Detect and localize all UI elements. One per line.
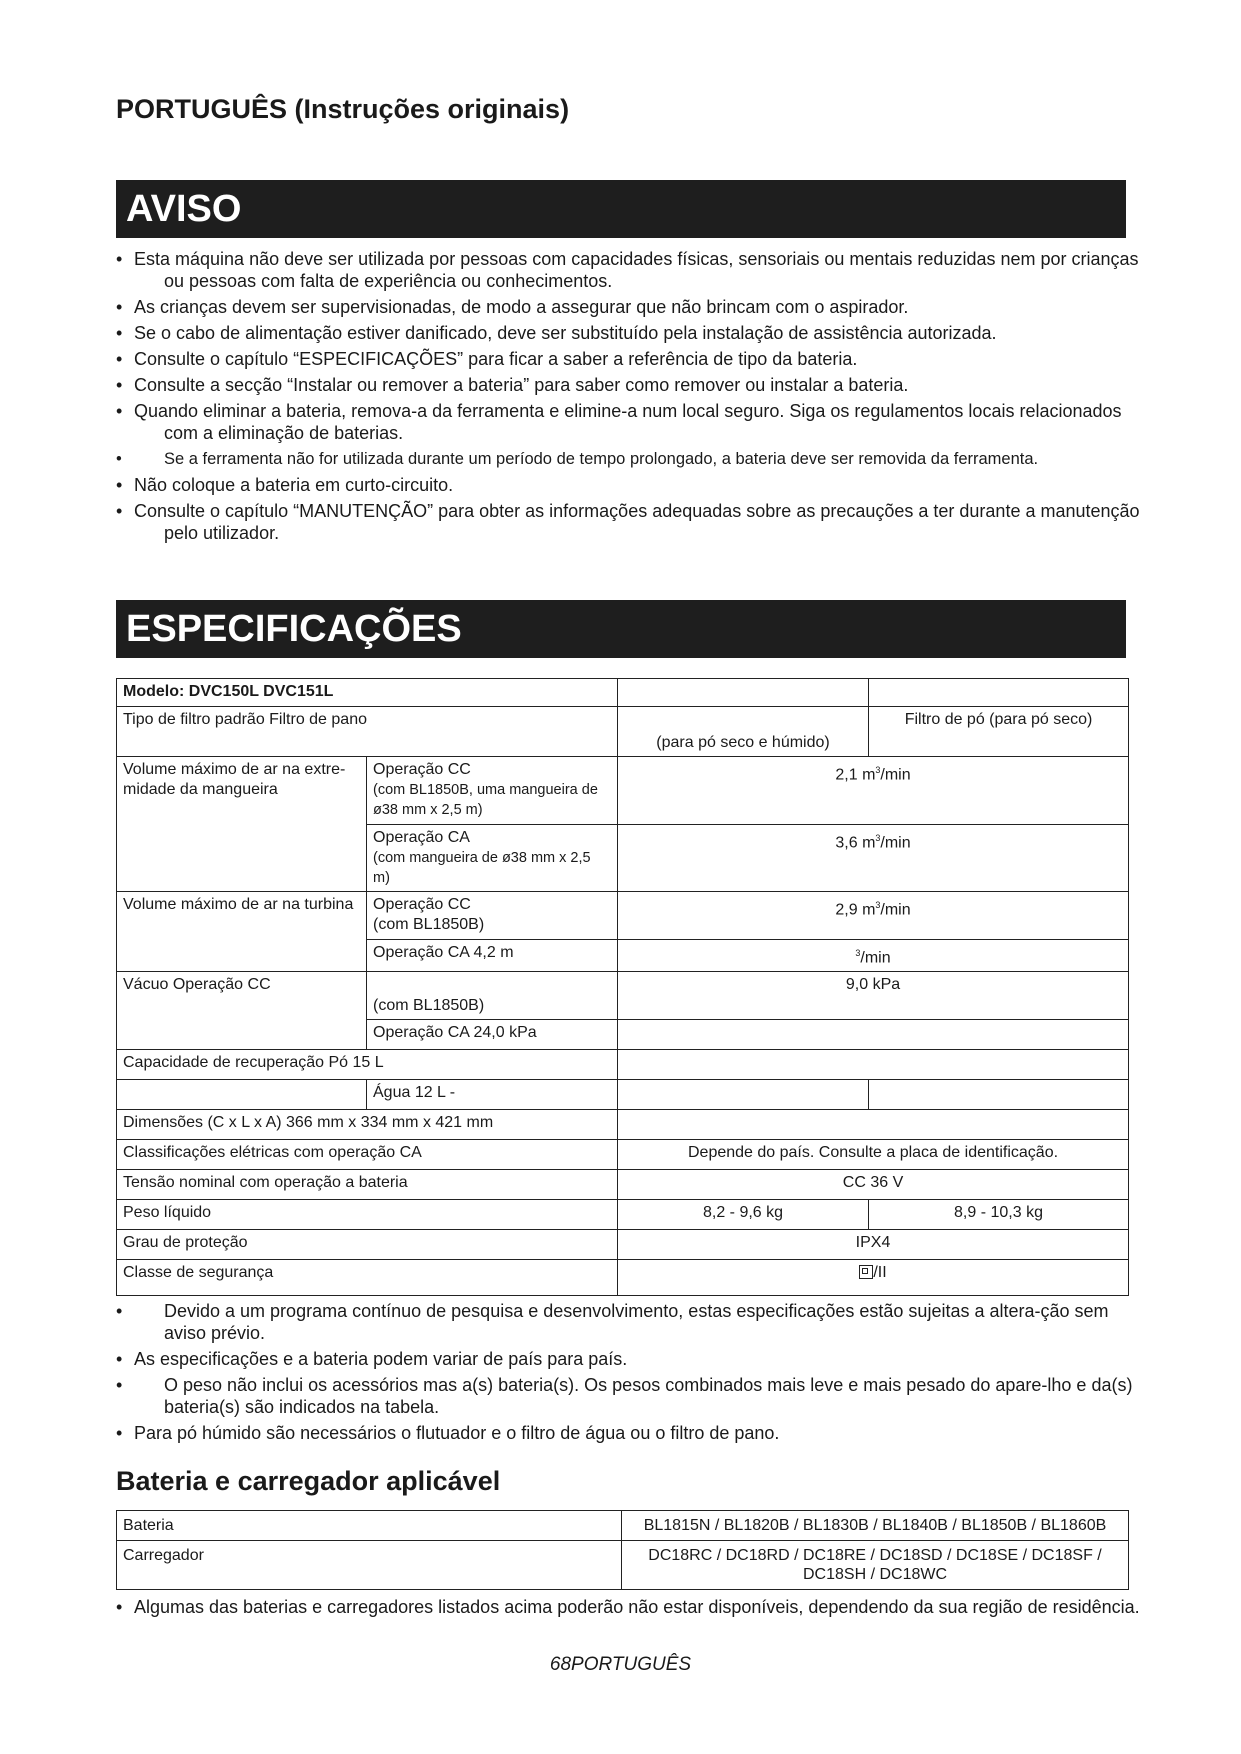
- aviso-item: • Se a ferramenta não for utilizada durante um período de tempo prolongado, a bateria deve ser removida da ferramenta.: [116, 448, 1146, 470]
- rating-value: Depende do país. Consulte a placa de identificação.: [618, 1140, 1129, 1170]
- unit-sup: 3: [855, 948, 861, 958]
- empty-cell: [618, 679, 869, 707]
- weight-label: Peso líquido: [117, 1200, 618, 1230]
- hose-cc-value-cell: [618, 757, 1129, 825]
- charger-value: DC18RC / DC18RD / DC18RE / DC18SD / DC18SE / DC18SF / DC18SH / DC18WC: [622, 1541, 1129, 1590]
- battery-notes: [116, 1596, 1146, 1622]
- capacity-label: Capacidade de recuperação Pó 15 L: [117, 1050, 618, 1080]
- unit-min: /min: [880, 766, 911, 784]
- unit-min: /min: [880, 901, 911, 919]
- aviso-item: • Consulte o capítulo “MANUTENÇÃO” para obter as informações adequadas sobre as precauções a ter durante a manutenção pelo utilizador.: [116, 500, 1146, 544]
- vacuum-ca: Operação CA 24,0 kPa: [367, 1020, 618, 1050]
- unit-sup: 3: [875, 833, 881, 843]
- aviso-list: [116, 248, 1146, 548]
- spec-note: • O peso não inclui os acessórios mas a(s) bateria(s). Os pesos combinados mais leve e mais pesado do apare-lho e da(s) bateria(s) são indicados na tabela.: [116, 1374, 1146, 1418]
- turbine-cc-note: (com BL1850B): [373, 916, 485, 933]
- dimensions: Dimensões (C x L x A) 366 mm x 334 mm x 421 mm: [117, 1110, 618, 1140]
- protection-value: IPX4: [618, 1230, 1129, 1260]
- spec-table: [116, 678, 1129, 1296]
- turbine-label: Volume máximo de ar na turbina: [117, 892, 367, 972]
- filter-label: Tipo de filtro padrão Filtro de pano: [117, 707, 618, 757]
- aviso-item: • Esta máquina não deve ser utilizada por pessoas com capacidades físicas, sensoriais ou mentais reduzidas nem por crianças ou pessoas com falta de experiência ou conhecimentos.: [116, 248, 1146, 292]
- vacuum-value: 9,0 kPa: [618, 972, 1129, 1020]
- safety-value: /II: [873, 1264, 887, 1282]
- hose-ca-cell: [367, 825, 618, 892]
- class-ii-icon: [859, 1265, 873, 1279]
- safety-value-cell: [618, 1260, 1129, 1296]
- rating-label: Classificações elétricas com operação CA: [117, 1140, 618, 1170]
- hose-label: Volume máximo de ar na extre-midade da mangueira: [117, 757, 367, 892]
- unit-min: /min: [880, 834, 911, 852]
- weight-b: 8,9 - 10,3 kg: [869, 1200, 1129, 1230]
- hose-ca-note: (com mangueira de ø38 mm x 2,5 m): [373, 850, 591, 886]
- spec-note: • As especificações e a bateria podem variar de país para país.: [116, 1348, 1146, 1370]
- filter-mid: (para pó seco e húmido): [618, 707, 869, 757]
- aviso-item: • Consulte a secção “Instalar ou remover a bateria” para saber como remover ou instalar a bateria.: [116, 374, 1146, 396]
- turbine-cc-value: 2,9 m: [835, 901, 876, 919]
- empty-cell: [618, 1020, 1129, 1050]
- turbine-ca-value: /min: [860, 949, 891, 967]
- empty-cell: [869, 679, 1129, 707]
- hose-cc-value: 2,1 m: [835, 766, 876, 784]
- filter-right: Filtro de pó (para pó seco): [869, 707, 1129, 757]
- weight-a: 8,2 - 9,6 kg: [618, 1200, 869, 1230]
- aviso-heading: AVISO: [116, 180, 1126, 238]
- battery-value: BL1815N / BL1820B / BL1830B / BL1840B / BL1850B / BL1860B: [622, 1511, 1129, 1541]
- vacuum-label: Vácuo Operação CC: [117, 972, 367, 1050]
- hose-ca-value-cell: [618, 825, 1129, 892]
- safety-label: Classe de segurança: [117, 1260, 618, 1296]
- voltage-label: Tensão nominal com operação a bateria: [117, 1170, 618, 1200]
- hose-cc-note: (com BL1850B, uma mangueira de ø38 mm x 2,5 m): [373, 782, 598, 818]
- page-footer: 68PORTUGUÊS: [549, 1654, 692, 1675]
- battery-table: [116, 1510, 1129, 1590]
- turbine-ca: Operação CA 4,2 m: [367, 940, 618, 972]
- spec-notes: [116, 1300, 1146, 1448]
- empty-cell: [618, 1110, 1129, 1140]
- battery-heading: Bateria e carregador aplicável: [116, 1466, 501, 1496]
- specs-heading: ESPECIFICAÇÕES: [116, 600, 1126, 658]
- battery-label: Bateria: [117, 1511, 622, 1541]
- voltage-value: CC 36 V: [618, 1170, 1129, 1200]
- hose-cc: Operação CC: [373, 761, 471, 778]
- unit-sup: 3: [875, 900, 881, 910]
- spec-note: • Para pó húmido são necessários o flutuador e o filtro de água ou o filtro de pano.: [116, 1422, 1146, 1444]
- turbine-ca-value-cell: [618, 940, 1129, 972]
- turbine-cc: Operação CC: [373, 896, 471, 913]
- aviso-item: • As crianças devem ser supervisionadas, de modo a assegurar que não brincam com o aspirador.: [116, 296, 1146, 318]
- hose-ca-value: 3,6 m: [835, 834, 876, 852]
- model-cell: Modelo: DVC150L DVC151L: [117, 679, 618, 707]
- turbine-cc-cell: [367, 892, 618, 940]
- battery-note: • Algumas das baterias e carregadores listados acima poderão não estar disponíveis, dependendo da sua região de residência.: [116, 1596, 1146, 1618]
- aviso-item: • Consulte o capítulo “ESPECIFICAÇÕES” para ficar a saber a referência de tipo da bateria.: [116, 348, 1146, 370]
- empty-cell: [869, 1080, 1129, 1110]
- aviso-item: • Se o cabo de alimentação estiver danificado, deve ser substituído pela instalação de assistência autorizada.: [116, 322, 1146, 344]
- empty-cell: [618, 1050, 1129, 1080]
- turbine-cc-value-cell: [618, 892, 1129, 940]
- unit-sup: 3: [875, 765, 881, 775]
- aviso-item: • Não coloque a bateria em curto-circuito.: [116, 474, 1146, 496]
- aviso-item: • Quando eliminar a bateria, remova-a da ferramenta e elimine-a num local seguro. Siga os regulamentos locais relacionados com a eliminação de baterias.: [116, 400, 1146, 444]
- vacuum-note: (com BL1850B): [367, 972, 618, 1020]
- spec-note: • Devido a um programa contínuo de pesquisa e desenvolvimento, estas especificações estão sujeitas a altera-ção sem aviso prévio.: [116, 1300, 1146, 1344]
- empty-cell: [117, 1080, 367, 1110]
- charger-label: Carregador: [117, 1541, 622, 1590]
- hose-ca: Operação CA: [373, 829, 470, 846]
- protection-label: Grau de proteção: [117, 1230, 618, 1260]
- page-title: PORTUGUÊS (Instruções originais): [116, 94, 570, 124]
- capacity-water: Água 12 L -: [367, 1080, 618, 1110]
- empty-cell: [618, 1080, 869, 1110]
- hose-cc-cell: [367, 757, 618, 825]
